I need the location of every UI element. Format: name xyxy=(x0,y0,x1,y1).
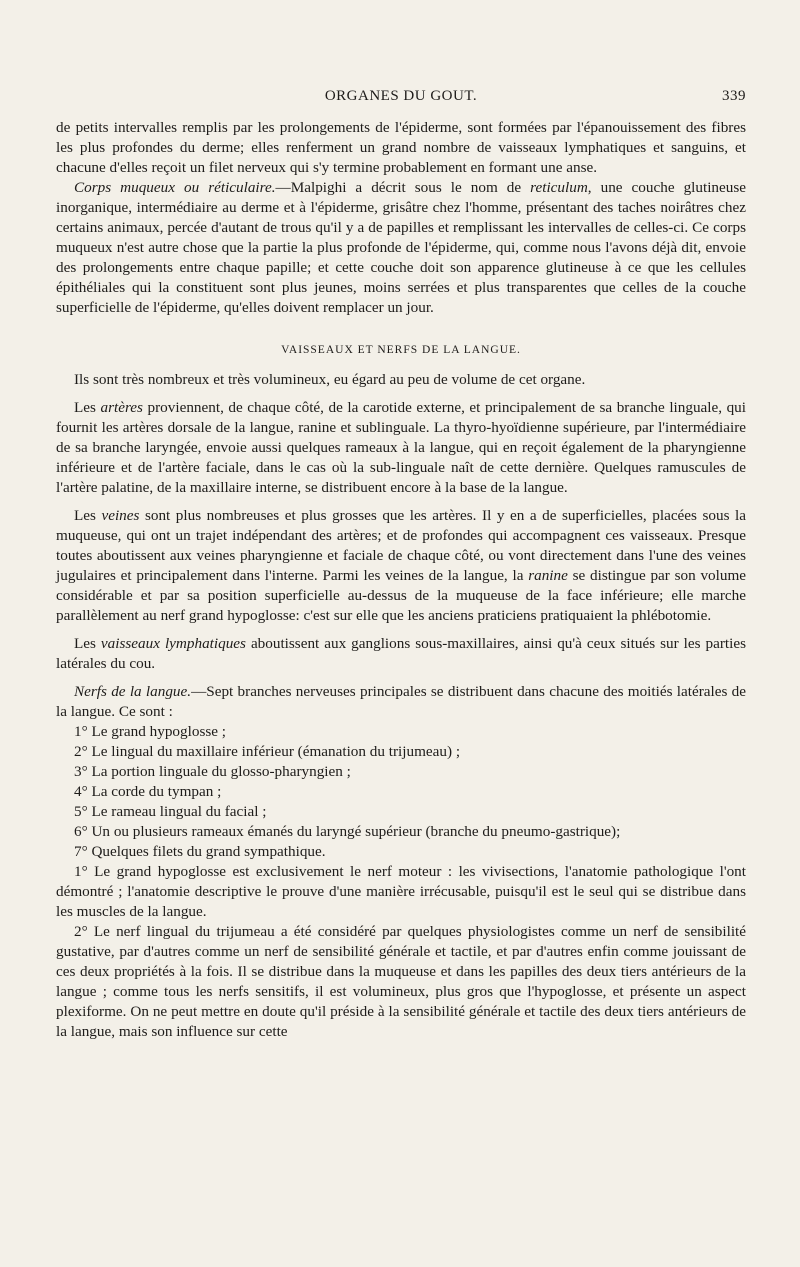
paragraph-lingual: 2° Le nerf lingual du trijumeau a été considéré par quelques physiologistes comme un nerf de sensibilité gustative, par d'autres comme un nerf de sensibilité générale et tactile, et par d'autres enfin comme jouissant de ces deux propriétés à la fois. Il se distribue dans la muqueuse et dans les papilles des deux tiers antérieurs de la langue ; comme tous les nerfs sensitifs, il est volumineux, plus gros que l'hypoglosse, et présente un aspect plexiforme. On ne peut mettre en doute qu'il préside à la sensibilité générale et tactile des deux tiers antérieurs de la langue, mais son influence sur cette xyxy=(56,923,746,1040)
list-item: 2° Le lingual du maxillaire inférieur (émanation du trijumeau) ; xyxy=(74,743,461,760)
paragraph-nerfs: Nerfs de la langue.—Sept branches nerveuses principales se distribuent dans chacune des moitiés latérales de la langue. Ce sont : xyxy=(56,683,746,720)
term-ranine: ranine xyxy=(528,567,568,584)
page-number: 339 xyxy=(722,88,746,104)
paragraph-lymphatiques: Les vaisseaux lymphatiques aboutissent aux ganglions sous-maxillaires, ainsi qu'à ceux situés sur les parties latérales du cou. xyxy=(56,635,746,672)
section-heading: VAISSEAUX ET NERFS DE LA LANGUE. xyxy=(281,344,521,356)
paragraph-hypoglosse: 1° Le grand hypoglosse est exclusivement le nerf moteur : les vivisections, l'anatomie pathologique l'ont démontré ; l'anatomie descriptive le prouve d'une manière irrécusable, puisqu'il est le seul qui se distribue dans les muscles de la langue. xyxy=(56,863,746,920)
term-corps-muqueux: Corps muqueux ou réticulaire. xyxy=(74,179,276,196)
term-arteres: artères xyxy=(100,399,143,416)
term-reticulum: reticulum xyxy=(530,179,588,196)
paragraph-intro-vaisseaux: Ils sont très nombreux et très volumineux, eu égard au peu de volume de cet organe. xyxy=(74,371,586,388)
list-item: 6° Un ou plusieurs rameaux émanés du laryngé supérieur (branche du pneumo-gastrique); xyxy=(74,823,621,840)
paragraph-arteres: Les artères proviennent, de chaque côté, de la carotide externe, et principalement de sa branche linguale, qui fournit les artères dorsale de la langue, ranine et sublinguale. La thyro-hyoïdienne supérieure, par l'intermédiaire de sa branche laryngée, envoie aussi quelques rameaux à la langue, qui en reçoit également de la pharyngienne inférieure et de l'artère faciale, dans le cas où la sub-linguale naît de cette dernière. Quelques ramuscules de l'artère palatine, de la maxillaire interne, se distribuent encore à la base de la langue. xyxy=(56,399,746,496)
list-item: 4° La corde du tympan ; xyxy=(74,783,222,800)
paragraph-1: de petits intervalles remplis par les prolongements de l'épiderme, sont formées par l'épanouissement des fibres les plus profondes du derme; elles renferment un grand nombre de vaisseaux lymphatiques et sanguins, et chacune d'elles reçoit un filet nerveux qui s'y termine probablement en formant une anse. xyxy=(56,119,746,176)
term-nerfs: Nerfs de la langue. xyxy=(74,683,192,700)
paragraph-veines: Les veines sont plus nombreuses et plus grosses que les artères. Il y en a de superficielles, placées sous la muqueuse, qui ont un trajet indépendant des artères; et de profondes qui accompagnent ces vaisseaux. Presque toutes aboutissent aux veines pharyngienne et faciale de chaque côté, ou vont directement dans l'une des veines jugulaires et principalement dans l'interne. Parmi les veines de la langue, la ranine se distingue par son volume considérable et par sa position superficielle au-dessus de la muqueuse de la face inférieure; elle marche parallèlement au nerf grand hypoglosse: c'est sur elle que les anciens praticiens pratiquaient la phlébotomie. xyxy=(56,507,746,624)
body-text xyxy=(56,118,746,1042)
running-title: ORGANES DU GOUT. xyxy=(324,88,478,104)
list-item: 1° Le grand hypoglosse ; xyxy=(74,723,227,740)
term-veines: veines xyxy=(101,507,140,524)
paragraph-corps-muqueux: Corps muqueux ou réticulaire.—Malpighi a décrit sous le nom de reticulum, une couche glutineuse inorganique, intermédiaire au derme et à l'épiderme, grisâtre chez l'homme, présentant des taches noirâtres chez certains animaux, percée d'autant de trous qu'il y a de papilles et remplissant les intervalles de celles-ci. Ce corps muqueux n'est autre chose que la partie la plus profonde de l'épiderme, qui, comme nous l'avons déjà dit, envoie des prolongements entre chaque papille; et cette couche doit son apparence glutineuse à ce que les cellules épithéliales qui la constituent sont plus jeunes, moins serrées et plus transparentes que celles de la couche superficielle de l'épiderme, qu'elles doivent remplacer un jour. xyxy=(56,179,746,316)
running-head xyxy=(56,88,746,105)
list-item: 3° La portion linguale du glosso-pharyngien ; xyxy=(74,763,351,780)
term-lymphatiques: vaisseaux lymphatiques xyxy=(100,635,246,652)
list-item: 5° Le rameau lingual du facial ; xyxy=(74,803,267,820)
list-item: 7° Quelques filets du grand sympathique. xyxy=(74,843,326,860)
